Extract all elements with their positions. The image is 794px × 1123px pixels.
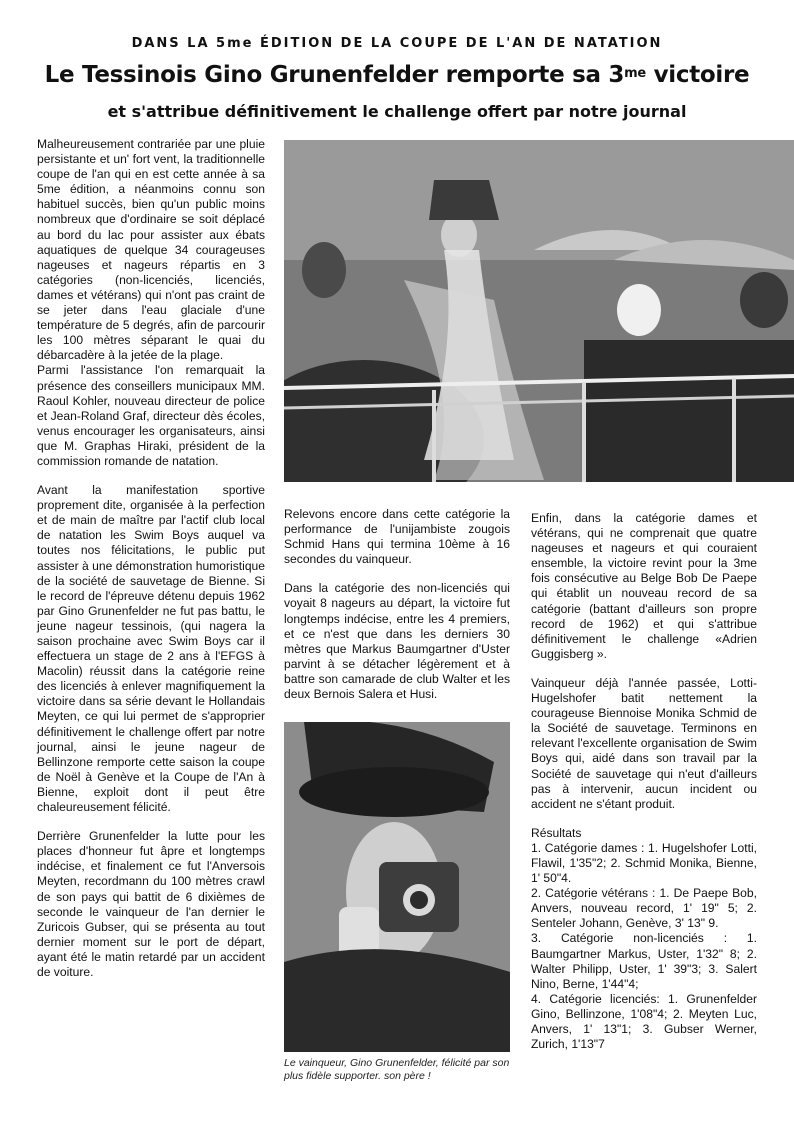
swimmer-photo — [284, 140, 794, 482]
article-subheadline: et s'attribue définitivement le challenge offert par notre journal — [107, 102, 687, 121]
paragraph: Relevons encore dans cette catégorie la performance de l'unijambiste zougois Schmid Hans qui termina 10ème à 16 secondes du vainqueur. — [284, 507, 510, 567]
photo-caption: Le vainqueur, Gino Grunenfelder, félicité par son plus fidèle supporter. son père ! — [284, 1057, 510, 1082]
results-title: Résultats — [531, 825, 582, 840]
headline-main: Le Tessinois Gino Grunenfelder remporte sa 3 — [44, 62, 625, 88]
result-item: 2. Catégorie vétérans : 1. De Paepe Bob, Anvers, nouveau record, 1' 19" 5; 2. Senteler Johann, Genève, 3' 13" 9. — [531, 886, 757, 931]
father-camera-photo-illustration — [284, 722, 510, 1052]
headline-superscript: me — [624, 66, 646, 81]
paragraph: Avant la manifestation sportive proprement dite, organisée à la perfection et de main de maître par l'actif club local de natation les Swim Boys auquel va toutes nos félicitations, le public put assister à une démonstration humoristique de la société de sauvetage de Bienne. Si le record de l'épreuve détenu depuis 1962 par Gino Grunenfelder ne fut pas battu, le jeune nageur tessinois, (qui nagera la saison prochaine avec Swim Boys car il effectuera un stage de 2 ans à l'EFGS à Macolin) réussit dans la catégorie reine des licenciés à enlever magnifiquement la victoire dans sa série devant le Hollandais Meyten, ce qui lui permet de s'approprier définitivement le challenge offert par notre journal, ainsi le jeune nageur de Bellinzone remporte cette saison la coupe de Noël à Genève et la Coupe de l'An à Bienne, exploit dont il peut être chaleureusement félicité. — [37, 483, 265, 815]
paragraph: Parmi l'assistance l'on remarquait la présence des conseillers municipaux MM. Raoul Kohler, nouveau directeur de police et Jean-Roland Graf, directeur dès écoles, venus encourager les organisateurs, ainsi que M. Graphas Hiraki, président de la commission romande de natation. — [37, 363, 265, 468]
article-kicker: DANS LA 5me ÉDITION DE LA COUPE DE L'AN DE NATATION — [131, 36, 663, 51]
article-headline — [0, 62, 794, 88]
paragraph: Enfin, dans la catégorie dames et vétérans, qui ne comprenait que quatre nageuses et nageurs et qui couraient ensemble, la victoire revint pour la 3me fois consécutive au Belge Bob De Paepe qui établit un nouveau record de sa catégorie (battant d'ailleurs son propre record de 1962) et qui s'attribue définitivement le challenge «Adrien Guggisberg ». — [531, 511, 757, 661]
paragraph: Malheureusement contrariée par une pluie persistante et un' fort vent, la traditionnelle coupe de l'an qui en est cette année à sa 5me édition, a néanmoins connu son habituel succès, bien qu'un public moins nombreux que d'ordinaire se soit déplacé au bord du lac pour assister aux ébats aquatiques de quelque 34 courageuses nageuses et nageurs répartis en 3 catégories (non-licenciés, licenciés, dames et vétérans) qui n'ont pas craint de se jeter dans l'eau glaciale d'une température de 5 degrés, afin de parcourir les 100 mètres séparant le quai du débarcadère à la jetée de la plage. — [37, 137, 265, 363]
paragraph: Dans la catégorie des non-licenciés qui voyait 8 nageurs au départ, la victoire fut longtemps indécise, entre les 4 premiers, et ce n'est que dans les derniers 30 mètres que Markus Baumgartner d'Uster parvint à se détacher légèrement et à battre son camarade de club Walter et les deux Bernois Salera et Husi. — [284, 581, 510, 702]
paragraph: Vainqueur déjà l'année passée, Lotti-Hugelshofer batit nettement la courageuse Biennoise Monika Schmid de la Société de sauvetage. Terminons en relevant l'excellente organisation de Swim Boys qui, aidé dans son travail par la Société de sauvetage qui n'eut d'ailleurs pas à intervenir, aucun incident ou accident ne s'étant produit. — [531, 675, 757, 811]
father-camera-photo — [284, 722, 510, 1052]
results-section — [531, 826, 757, 1052]
result-item: 1. Catégorie dames : 1. Hugelshofer Lotti, Flawil, 1'35"2; 2. Schmid Monika, Bienne, 1' 50"4. — [531, 840, 757, 886]
column-1 — [37, 137, 265, 994]
column-3 — [531, 511, 757, 1052]
result-item: 4. Catégorie licenciés: 1. Grunenfelder Gino, Bellinzone, 1'08"4; 2. Meyten Luc, Anvers, 1' 13"1; 3. Gubser Werner, Zurich, 1'13"7 — [531, 991, 757, 1052]
headline-end: victoire — [645, 62, 750, 88]
column-2 — [284, 507, 510, 716]
paragraph: Derrière Grunenfelder la lutte pour les places d'honneur fut âpre et longtemps indécise, et finalement ce fut l'Anversois Meyten, recordmann du 100 mètres crawl de son pays qui battit de 6 dixièmes de seconde le vainqueur de l'an dernier le Zuricois Gubser, qui se présenta au tout dernier moment sur le port de départ, ayant été le matin retardé par un accident de voiture. — [37, 829, 265, 979]
result-item: 3. Catégorie non-licenciés : 1. Baumgartner Markus, Uster, 1'32" 8; 2. Walter Philipp, Uster, 1' 39"3; 3. Salert Nino, Berne, 1'44"4; — [531, 931, 757, 991]
swimmer-photo-illustration — [284, 140, 794, 482]
